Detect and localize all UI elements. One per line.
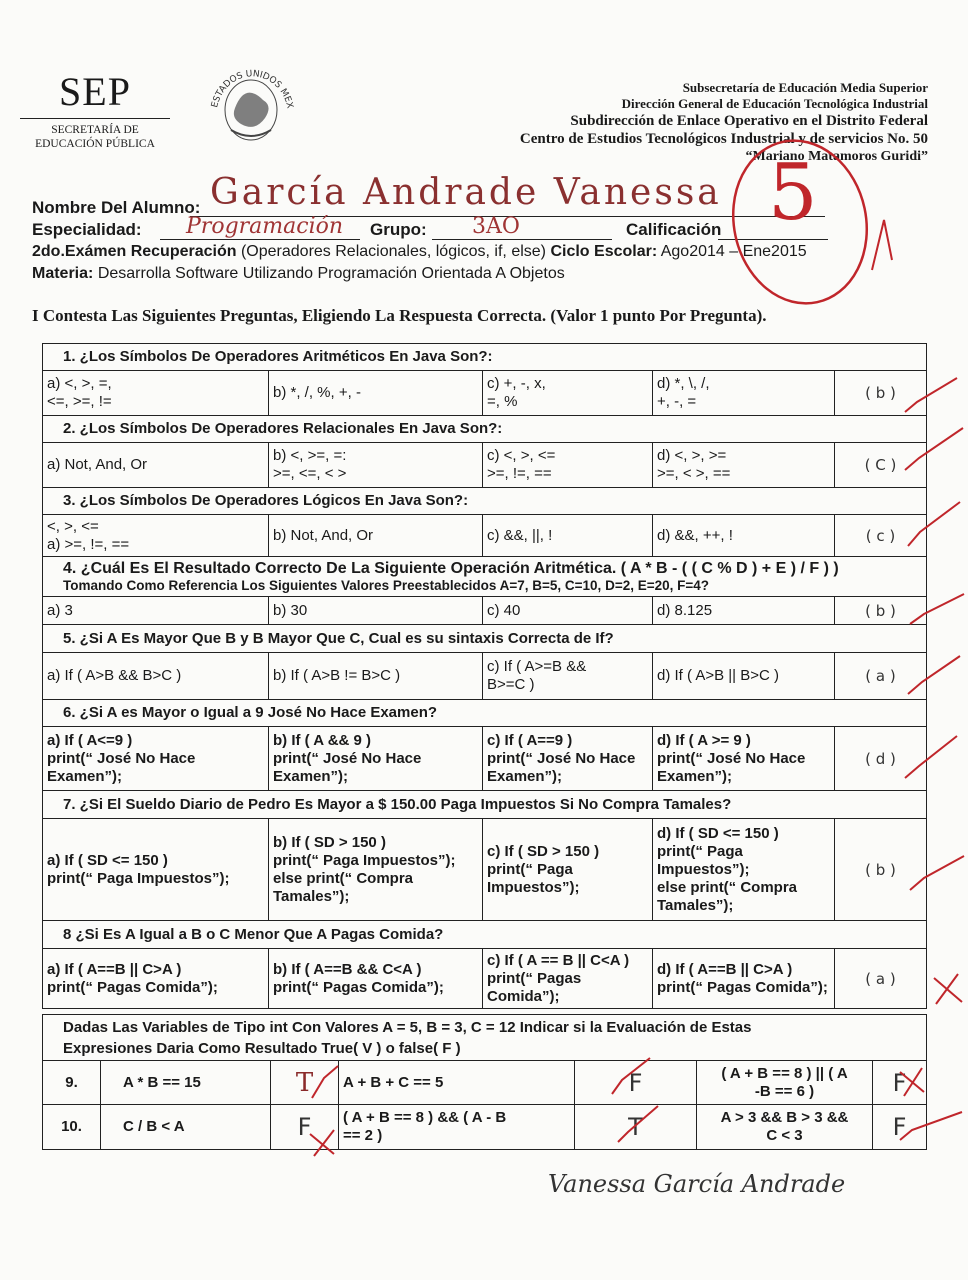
question-7-title: 7. ¿Si El Sueldo Diario de Pedro Es Mayor a $ 150.00 Paga Impuestos Si No Compra Tamales?	[43, 791, 927, 819]
question-1-title: 1. ¿Los Símbolos De Operadores Aritméticos En Java Son?:	[43, 344, 927, 371]
q6-answer: ( d )	[835, 727, 927, 791]
subject-label: Materia:	[32, 265, 94, 282]
q1-answer: ( b )	[835, 371, 927, 416]
sep-wordmark: SEP	[59, 69, 131, 114]
expr-row-10-r3: F	[873, 1105, 927, 1150]
expr-row-10-number: 10.	[43, 1105, 101, 1150]
q2-option-c: c) <, >, <= >=, !=, ==	[483, 443, 653, 488]
group-value: 3AO	[472, 214, 520, 239]
q4-answer: ( b )	[835, 597, 927, 625]
specialty-label: Especialidad:	[32, 220, 142, 239]
sep-divider	[20, 118, 170, 119]
q3-option-b: b) Not, And, Or	[269, 515, 483, 557]
expr-row-10-r2: T	[575, 1105, 697, 1150]
name-label: Nombre Del Alumno:	[32, 198, 201, 217]
q8-option-d: d) If ( A==B || C>A ) print(“ Pagas Comida”);	[653, 949, 835, 1009]
header-line-2: Dirección General de Educación Tecnológica Industrial	[621, 96, 928, 111]
q5-option-d: d) If ( A>B || B>C )	[653, 653, 835, 700]
instructions: I Contesta Las Siguientes Preguntas, Eligiendo La Respuesta Correcta. (Valor 1 punto Por Pregunta).	[32, 306, 767, 325]
q5-option-c: c) If ( A>=B && B>=C )	[483, 653, 653, 700]
q6-option-a: a) If ( A<=9 ) print(“ José No Hace Examen”);	[43, 727, 269, 791]
q8-option-b: b) If ( A==B && C<A ) print(“ Pagas Comida”);	[269, 949, 483, 1009]
group-label: Grupo:	[370, 220, 427, 239]
q7-answer: ( b )	[835, 819, 927, 921]
expr-row-9-number: 9.	[43, 1061, 101, 1105]
question-3-title: 3. ¿Los Símbolos De Operadores Lógicos En Java Son?:	[43, 488, 927, 515]
header-line-1: Subsecretaría de Educación Media Superior	[682, 80, 928, 95]
q1-option-d: d) *, \, /, +, -, =	[653, 371, 835, 416]
q8-option-c: c) If ( A == B || C<A ) print(“ Pagas Comida”);	[483, 949, 653, 1009]
expr-row-9-e2: A + B + C == 5	[339, 1061, 575, 1105]
expressions-title: Dadas Las Variables de Tipo int Con Valores A = 5, B = 3, C = 12 Indicar si la Evaluación de Estas Expresiones Daria Como Resultado True( V ) o false( F )	[43, 1015, 927, 1061]
seal-text: ESTADOS UNIDOS MEX	[210, 69, 295, 110]
q7-option-c: c) If ( SD > 150 ) print(“ Paga Impuestos”);	[483, 819, 653, 921]
expr-row-10-e2: ( A + B == 8 ) && ( A - B == 2 )	[339, 1105, 575, 1150]
q4-option-c: c) 40	[483, 597, 653, 625]
expr-row-10-r1: F	[271, 1105, 339, 1150]
expressions-table	[42, 1014, 927, 1150]
q7-option-a: a) If ( SD <= 150 ) print(“ Paga Impuestos”);	[43, 819, 269, 921]
q3-option-d: d) &&, ++, !	[653, 515, 835, 557]
expr-row-9-r3: F	[873, 1061, 927, 1105]
subject-line	[32, 265, 565, 283]
question-4-subtitle: Tomando Como Referencia Los Siguientes Valores Preestablecidos A=7, B=5, C=10, D=2, E=20, F=4?	[63, 577, 709, 593]
q4-option-d: d) 8.125	[653, 597, 835, 625]
header-line-4: Centro de Estudios Tecnológicos Industrial y de servicios No. 50	[519, 131, 928, 147]
q2-option-a: a) Not, And, Or	[43, 443, 269, 488]
q1-option-c: c) +, -, x, =, %	[483, 371, 653, 416]
expr-row-9-r2: F	[575, 1061, 697, 1105]
student-signature: Vanessa García Andrade	[548, 1170, 846, 1198]
question-4-title: 4. ¿Cuál Es El Resultado Correcto De La Siguiente Operación Aritmética. ( A * B - ( ( C % D ) + E ) / F ) )	[63, 559, 839, 577]
grade-label: Calificación	[626, 220, 722, 239]
q4-option-b: b) 30	[269, 597, 483, 625]
cycle-label: Ciclo Escolar:	[550, 243, 658, 260]
q2-answer: ( C )	[835, 443, 927, 488]
coat-of-arms-seal	[205, 48, 297, 152]
q5-answer: ( a )	[835, 653, 927, 700]
q1-option-a: a) <, >, =, <=, >=, !=	[43, 371, 269, 416]
q5-option-a: a) If ( A>B && B>C )	[43, 653, 269, 700]
question-5-title: 5. ¿Si A Es Mayor Que B y B Mayor Que C, Cual es su sintaxis Correcta de If?	[43, 625, 927, 653]
q6-option-b: b) If ( A && 9 ) print(“ José No Hace Examen”);	[269, 727, 483, 791]
q8-answer: ( a )	[835, 949, 927, 1009]
expr-row-9-r1: T	[271, 1061, 339, 1105]
q1-option-b: b) *, /, %, +, -	[269, 371, 483, 416]
group-underline	[432, 239, 612, 240]
q8-option-a: a) If ( A==B || C>A ) print(“ Pagas Comida”);	[43, 949, 269, 1009]
q6-option-d: d) If ( A >= 9 ) print(“ José No Hace Examen”);	[653, 727, 835, 791]
exam-title: 2do.Exámen Recuperación	[32, 243, 237, 260]
question-8-title: 8 ¿Si Es A Igual a B o C Menor Que A Pagas Comida?	[43, 921, 927, 949]
expr-row-9-e1: A * B == 15	[101, 1061, 271, 1105]
q3-option-a: <, >, <= a) >=, !=, ==	[43, 515, 269, 557]
q3-answer: ( c )	[835, 515, 927, 557]
sep-subtitle: SECRETARÍA DE EDUCACIÓN PÚBLICA	[35, 124, 155, 150]
grade-value: 5	[768, 148, 818, 238]
question-6-title: 6. ¿Si A es Mayor o Igual a 9 José No Hace Examen?	[43, 700, 927, 727]
q5-option-b: b) If ( A>B != B>C )	[269, 653, 483, 700]
specialty-value: Programación	[186, 214, 344, 239]
exam-line	[32, 243, 807, 261]
cross-mark-q8	[934, 974, 962, 1004]
name-value: García Andrade Vanessa	[210, 172, 722, 213]
header-line-5: “Mariano Matamoros Guridi”	[745, 149, 928, 164]
expr-row-10-e1: C / B < A	[101, 1105, 271, 1150]
q2-option-b: b) <, >=, =: >=, <=, < >	[269, 443, 483, 488]
q6-option-c: c) If ( A==9 ) print(“ José No Hace Examen”);	[483, 727, 653, 791]
exam-topic: (Operadores Relacionales, lógicos, if, else)	[240, 243, 546, 260]
q2-option-d: d) <, >, >= >=, < >, ==	[653, 443, 835, 488]
q3-option-c: c) &&, ||, !	[483, 515, 653, 557]
q7-option-b: b) If ( SD > 150 ) print(“ Paga Impuestos”); else print(“ Compra Tamales”);	[269, 819, 483, 921]
sep-logo	[20, 70, 170, 151]
q7-option-d: d) If ( SD <= 150 ) print(“ Paga Impuestos”); else print(“ Compra Tamales”);	[653, 819, 835, 921]
specialty-underline	[160, 239, 360, 240]
q4-option-a: a) 3	[43, 597, 269, 625]
cycle-value: Ago2014 – Ene2015	[660, 243, 807, 260]
expr-row-10-e3: A > 3 && B > 3 && C < 3	[697, 1105, 873, 1150]
question-2-title: 2. ¿Los Símbolos De Operadores Relacionales En Java Son?:	[43, 416, 927, 443]
questions-table	[42, 343, 927, 1009]
subject-value: Desarrolla Software Utilizando Programación Orientada A Objetos	[97, 265, 565, 282]
expr-row-9-e3: ( A + B == 8 ) || ( A -B == 6 )	[697, 1061, 873, 1105]
header-line-3: Subdirección de Enlace Operativo en el Distrito Federal	[570, 113, 928, 129]
